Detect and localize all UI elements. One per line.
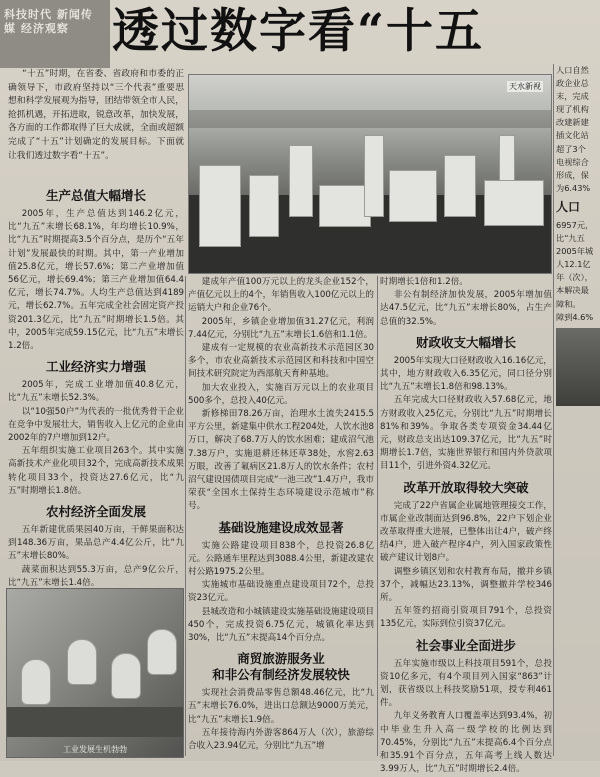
fragment-line: 现了机构 (556, 104, 589, 115)
fragment-line: 2005年城 (556, 246, 594, 257)
paragraph: 非公有制经济加快发展，2005年增加值达47.5亿元，比“九五”末增长80%，占生产总值的32.5%。 (380, 290, 552, 327)
masthead-strip (0, 0, 110, 68)
fragment-line: 本解决最 (556, 285, 589, 296)
paragraph: 蔬菜面积达到55.3万亩，总产9亿公斤，比“九五”末增长1.4倍。 (8, 564, 184, 588)
fragment-line: 6957元， (556, 219, 594, 230)
fragment-line: 人口自然 (556, 65, 589, 75)
paragraph: 2005年，完成工业增加值40.8亿元，比“九五”末增长52.3%。 (8, 380, 184, 404)
factory-photo (6, 588, 184, 758)
fragment-line: 比“九五 (556, 233, 585, 244)
paragraph: 新修梯田78.26万亩，治理水土流失2415.5平方公里，新建集中供水工程204处，人饮水池8万口，解决了68.7万人的饮水困难；建成沼气池7.38万户，实施退耕还林还草38处，水窖2.63万眼，改善了氟病区21.8万人的饮水条件；农村沼气建设国债项目完成“一池三改”1.4万户，我市荣获“全国水土保持生态环境建设示范城市”称号。 (188, 409, 374, 512)
section-title-agriculture: 农村经济全面发展 (45, 504, 146, 520)
paragraph: 九年义务教育人口覆盖率达到93.4%，初中毕业生升入高一级学校的比例达到70.45%，分别比“九五”末提高6.4个百分点和35.91个百分点，五年高考上线人数达3.99万人，比“九五”时期增长2.4倍。 (380, 711, 552, 775)
fragment-line: 插文化站 (556, 130, 589, 141)
fragment-line: 障和。 (556, 298, 581, 309)
paragraph: 加大农业投入，实施百万元以上的农业项目500多个，总投入40亿元。 (188, 382, 374, 406)
photo-caption: 工业发展生机勃勃 (63, 745, 127, 754)
section-title-industry: 工业经济实力增强 (45, 359, 146, 375)
section-title-society: 社会事业全面进步 (415, 637, 516, 653)
paragraph: 完成了22户省属企业属地管理接交工作，市属企业改制面达到96.8%，22户下划企业改革取得重大进展，已整体出让4户，破产终结4户，进入破产程序4户，列入国家政策性破产建议计划8户。 (380, 500, 552, 564)
paragraph: 实现社会消费品零售总额48.46亿元，比“九五”末增长76.0%，进出口总额达9000万美元，比“九五”末增长1.9倍。 (188, 688, 374, 725)
adjacent-column-fragment (556, 64, 600, 761)
paragraph: 五年组织实施工业项目263个。其中实施高新技术产业化项目32个，完成高新技术成果转化项目33个，投资达27.6亿元，比“九五”时期增长1.8倍。 (8, 446, 184, 496)
fragment-line: 改建新建 (556, 117, 589, 128)
fragment-line: 形成，保 (556, 169, 589, 180)
fragment-line: 电视综合 (556, 156, 589, 167)
paragraph: 五年完成大口径财政收入57.68亿元，地方财政收入25亿元，分别比“九五”时期增长81%和39%。争取各类专项资金34.44亿元，财政总支出达109.37亿元，比“九五”时期增长1.7倍，实施世界银行和国内外贷款项目11个，引进外资4.32亿元。 (380, 395, 552, 472)
paragraph: 实施公路建设项目838个，总投资26.8亿元。公路通车里程达到3088.4公里，新建改建农村公路1975.2公里。 (188, 540, 374, 578)
section-title-commerce: 商贸旅游服务业 (237, 651, 325, 667)
column-divider (185, 276, 186, 756)
paragraph: 五年新建优质果园40万亩，干鲜果面积达到148.36万亩，果品总产4.4亿公斤，比“九五”末增长80%。 (8, 525, 184, 562)
section-title-reform: 改革开放取得较大突破 (403, 479, 529, 495)
headline: 透过数字看“十五 (112, 4, 485, 59)
column-1 (8, 182, 184, 603)
photo-credit: 天水新视 (509, 82, 541, 91)
paragraph: 以“10强50户”为代表的一批优秀骨干企业在竞争中发展壮大，销售收入上亿元的企业由2002年的7户增加到12户。 (8, 406, 184, 444)
fragment-heading: 人口 (556, 199, 581, 214)
paragraph: 五年实施市级以上科技项目591个，总投资10亿多元，有4个项目列入国家“863”计划，获省级以上科技奖励51项，授专利461件。 (380, 658, 552, 709)
column-divider (553, 64, 554, 756)
fragment-line: 政企业总 (556, 78, 589, 89)
column-2 (188, 276, 374, 753)
paragraph: 实施城市基础设施重点建设项目72个，总投资23亿元。 (188, 580, 374, 604)
paragraph: 五年接待海内外游客864万人（次），旅游综合收入23.94亿元，分别比“九五”增 (188, 727, 374, 752)
paragraph: 县城改造和小城镇建设实施基础设施建设项目450个，完成投资6.75亿元，城镇化率达到30%，比“九五”末提高14个百分点。 (188, 606, 374, 644)
fragment-line: 为6.43% (556, 182, 591, 193)
paragraph: 五年签约招商引资项目791个，总投资135亿元，实际到位引资37亿元。 (380, 606, 552, 630)
fragment-photo (556, 328, 600, 406)
section-title-private-economy: 和非公有制经济发展较快 (212, 667, 350, 683)
section-title-finance: 财政收支大幅增长 (415, 334, 516, 350)
paragraph: 时期增长1倍和1.2倍。 (380, 277, 468, 287)
fragment-line: 超了3个 (556, 143, 586, 154)
section-title-infrastructure: 基础设施建设成效显著 (218, 519, 344, 535)
masthead-text: 科技时代 新闻传媒 经济观察 (4, 8, 93, 35)
paragraph: 建成年产值100万元以上的龙头企业152个，产值亿元以上的4个，年销售收入100亿元以上的运销大户和企业76个。 (188, 277, 374, 314)
city-photo (188, 74, 552, 274)
paragraph: 建成有一定规模的农业高新技术示范园区30多个，市农业高新技术示范园区和科技和中国空间技术研究院定为西部航天育种基地。 (188, 343, 374, 380)
intro-paragraph (8, 68, 184, 163)
paragraph: 2005年，乡镇企业增加值31.27亿元，利润7.44亿元，分别比“九五”末增长1.6倍和1.1倍。 (188, 316, 374, 340)
column-divider (377, 276, 378, 756)
fragment-line: 障到4.6% (556, 311, 594, 322)
intro-text: “十五”时期，在省委、省政府和市委的正确领导下，市政府坚持以“三个代表”重要思想和科学发展观为指导，团结带领全市人民，抢抓机遇，开拓进取，锐意改革，加快发展，各方面的工作都取得了巨大成就，全面或超额完成了“十五”计划确定的发展目标。下面就让我们透过数字看“十五”。 (8, 69, 184, 161)
section-title-gdp: 生产总值大幅增长 (45, 188, 146, 203)
column-3 (380, 276, 552, 777)
fragment-line: 末，完成 (556, 91, 589, 102)
paragraph: 2005年，生产总值达到146.2亿元，比“九五”末增长68.1%，年均增长10.9%，比“九五”时期提高3.5个百分点，是历个“五年计划”发展最快的时期。其中，第一产业增加值25.8亿元，增长57.6%；第二产业增加值56亿元，增长69.4%；第三产业增加值64.4亿元，增长74.7%。人均生产总值达到4189元，增长62.7%。五年完成全社会固定资产投资201.3亿元，比“九五”时期增长1.5倍。其中，2005年完成59.15亿元，比“九五”末增长1.2倍。 (8, 209, 184, 352)
fragment-line: 人12.1亿 (556, 259, 591, 270)
fragment-line: 年（次）， (556, 272, 593, 283)
paragraph: 2005年实现大口径财政收入16.16亿元，其中，地方财政收入6.35亿元，同口径分别比“九五”末增长1.8倍和98.13%。 (380, 355, 552, 393)
paragraph: 调整乡镇区划和农村教育布局，撤并乡镇37个，减幅达23.13%，调整撤并学校346所。 (380, 566, 552, 604)
